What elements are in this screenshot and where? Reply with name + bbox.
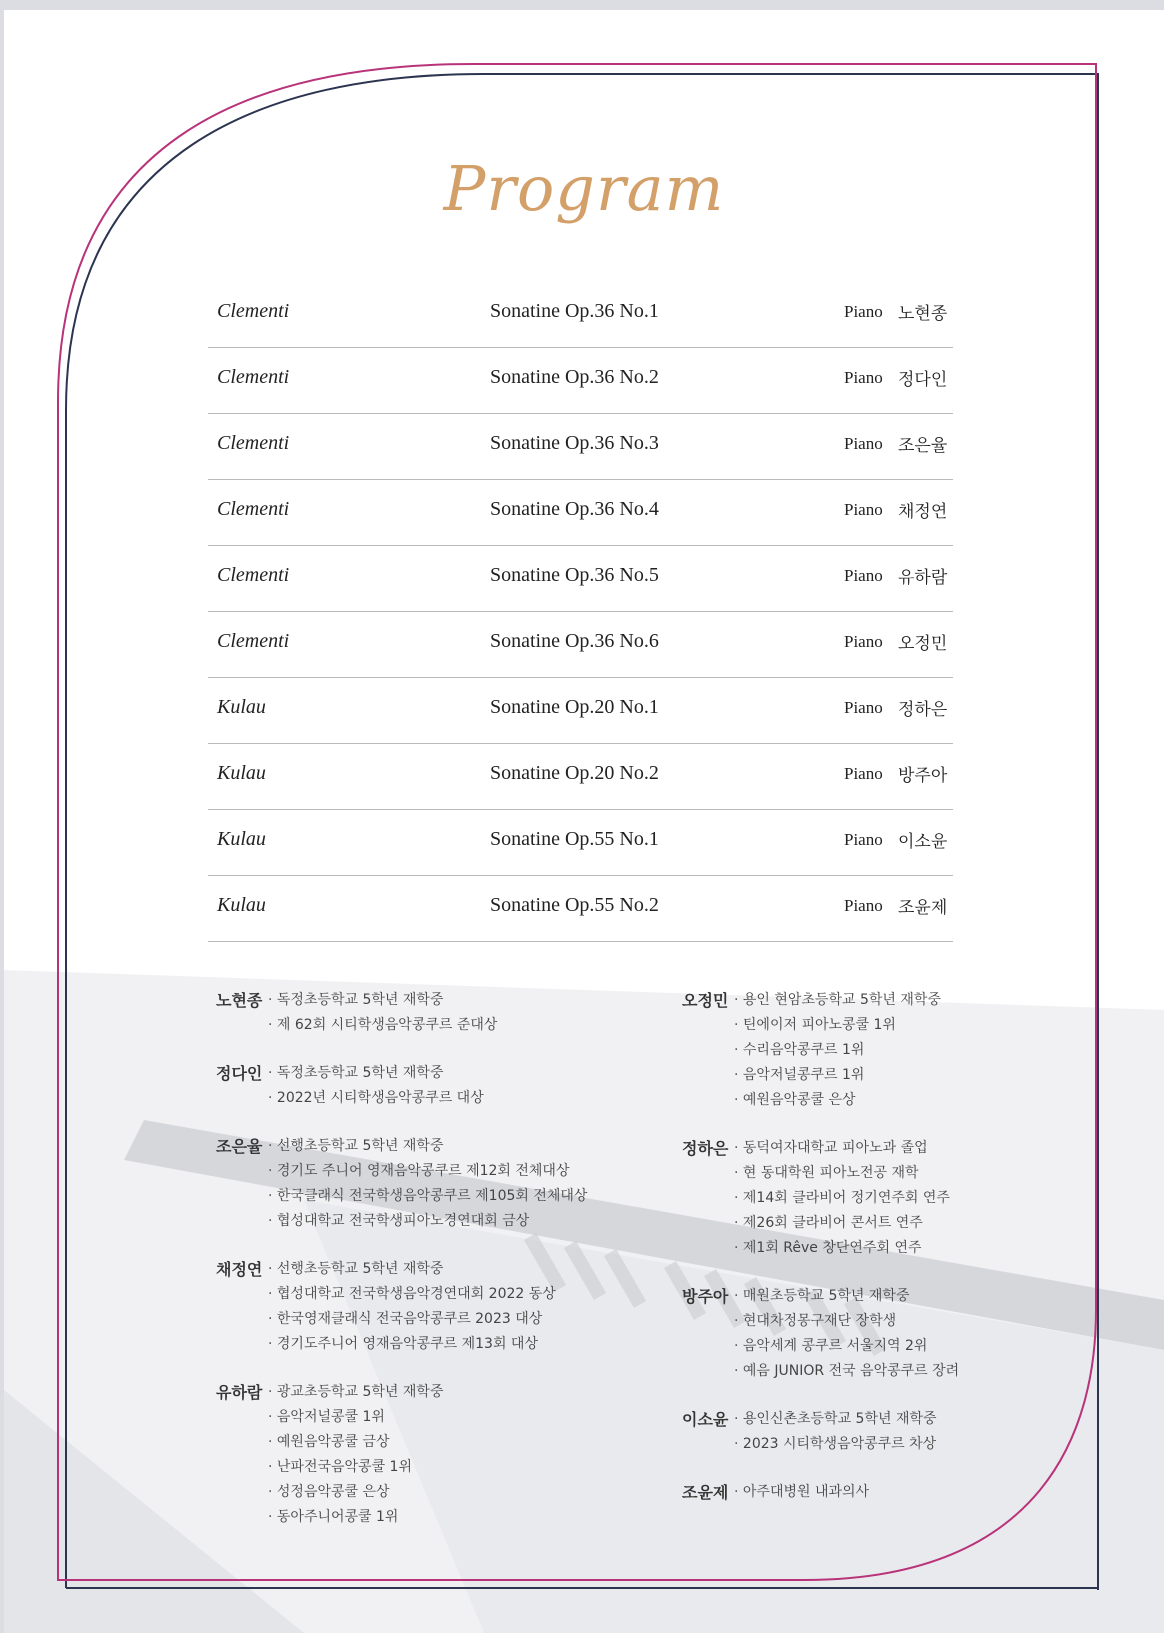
bio-item: · 협성대학교 전국학생음악경연대회 2022 동상 bbox=[268, 1282, 656, 1307]
bio-item: · 성정음악콩쿨 은상 bbox=[268, 1480, 656, 1505]
bio-items bbox=[268, 988, 656, 1038]
bio-column-right bbox=[682, 988, 1012, 1528]
program-instrument: Piano bbox=[844, 434, 883, 453]
program-instrument: Piano bbox=[844, 764, 883, 783]
program-composer: Kulau bbox=[217, 894, 266, 916]
program-instrument: Piano bbox=[844, 500, 883, 519]
program-piece: Sonatine Op.36 No.3 bbox=[490, 432, 659, 454]
program-piece: Sonatine Op.20 No.1 bbox=[490, 696, 659, 718]
program-composer: Clementi bbox=[217, 564, 290, 586]
program-composer: Clementi bbox=[217, 498, 290, 520]
bio-item: · 용인신촌초등학교 5학년 재학중 bbox=[734, 1407, 1012, 1432]
bio-item: · 광교초등학교 5학년 재학중 bbox=[268, 1380, 656, 1405]
bio-name: 조은율 bbox=[216, 1137, 263, 1156]
program-piece: Sonatine Op.55 No.2 bbox=[490, 894, 659, 916]
bio-items bbox=[268, 1134, 656, 1234]
program-piece: Sonatine Op.20 No.2 bbox=[490, 762, 659, 784]
bio-item: · 제26회 클라비어 콘서트 연주 bbox=[734, 1211, 1012, 1236]
bio-item: · 매원초등학교 5학년 재학중 bbox=[734, 1284, 1012, 1309]
program-composer: Clementi bbox=[217, 300, 290, 322]
bio-name: 방주아 bbox=[682, 1287, 729, 1306]
bio-items bbox=[734, 1284, 1012, 1384]
program-performer: 채정연 bbox=[898, 502, 948, 522]
program-performer: 방주아 bbox=[898, 766, 948, 786]
program-row bbox=[208, 414, 953, 480]
program-row bbox=[208, 282, 953, 348]
program-row bbox=[208, 348, 953, 414]
program-composer: Kulau bbox=[217, 696, 266, 718]
performer-bio bbox=[216, 1134, 656, 1234]
bio-item: · 동아주니어콩쿨 1위 bbox=[268, 1505, 656, 1530]
program-instrument: Piano bbox=[844, 830, 883, 849]
program-page bbox=[4, 10, 1164, 1633]
program-instrument: Piano bbox=[844, 698, 883, 717]
bio-items bbox=[268, 1061, 656, 1111]
program-piece: Sonatine Op.55 No.1 bbox=[490, 828, 659, 850]
performer-bio bbox=[216, 988, 656, 1038]
bio-name: 정다인 bbox=[216, 1064, 263, 1083]
program-row bbox=[208, 810, 953, 876]
bio-item: · 협성대학교 전국학생피아노경연대회 금상 bbox=[268, 1209, 656, 1234]
program-piece: Sonatine Op.36 No.2 bbox=[490, 366, 659, 388]
program-performer: 조윤제 bbox=[898, 898, 948, 918]
bio-name: 채정연 bbox=[216, 1260, 263, 1279]
bio-item: · 아주대병원 내과의사 bbox=[734, 1480, 1012, 1505]
program-row bbox=[208, 744, 953, 810]
program-performer: 오정민 bbox=[898, 634, 948, 654]
performer-bio bbox=[216, 1380, 656, 1530]
bio-items bbox=[268, 1257, 656, 1357]
program-performer: 조은율 bbox=[898, 436, 948, 456]
program-performer: 이소윤 bbox=[898, 832, 948, 852]
bio-item: · 경기도 주니어 영재음악콩쿠르 제12회 전체대상 bbox=[268, 1159, 656, 1184]
bio-name: 정하은 bbox=[682, 1139, 729, 1158]
bio-item: · 틴에이저 피아노콩쿨 1위 bbox=[734, 1013, 1012, 1038]
bio-item: · 선행초등학교 5학년 재학중 bbox=[268, 1134, 656, 1159]
bio-item: · 동덕여자대학교 피아노과 졸업 bbox=[734, 1136, 1012, 1161]
bio-items bbox=[734, 1480, 1012, 1505]
bio-item: · 예원음악콩쿨 금상 bbox=[268, 1430, 656, 1455]
program-instrument: Piano bbox=[844, 302, 883, 321]
bio-item: · 현대차정몽구재단 장학생 bbox=[734, 1309, 1012, 1334]
bio-item: · 2022년 시티학생음악콩쿠르 대상 bbox=[268, 1086, 656, 1111]
performer-bio bbox=[682, 1284, 1012, 1384]
program-composer: Clementi bbox=[217, 630, 290, 652]
program-list bbox=[208, 282, 953, 942]
program-composer: Kulau bbox=[217, 762, 266, 784]
bio-name: 노현종 bbox=[216, 991, 263, 1010]
program-performer: 정다인 bbox=[898, 370, 948, 390]
bio-item: · 음악세계 콩쿠르 서울지역 2위 bbox=[734, 1334, 1012, 1359]
program-performer: 유하람 bbox=[898, 568, 948, 588]
bio-item: · 현 동대학원 피아노전공 재학 bbox=[734, 1161, 1012, 1186]
bio-item: · 수리음악콩쿠르 1위 bbox=[734, 1038, 1012, 1063]
bio-item: · 독정초등학교 5학년 재학중 bbox=[268, 1061, 656, 1086]
bio-column-left bbox=[216, 988, 656, 1553]
performer-bio bbox=[216, 1061, 656, 1111]
program-row bbox=[208, 546, 953, 612]
bio-item: · 경기도주니어 영재음악콩쿠르 제13회 대상 bbox=[268, 1332, 656, 1357]
performer-bio bbox=[216, 1257, 656, 1357]
performer-bio bbox=[682, 1480, 1012, 1505]
program-performer: 노현종 bbox=[898, 304, 948, 324]
program-instrument: Piano bbox=[844, 632, 883, 651]
program-row bbox=[208, 876, 953, 942]
bio-item: · 음악저널콩쿠르 1위 bbox=[734, 1063, 1012, 1088]
program-piece: Sonatine Op.36 No.5 bbox=[490, 564, 659, 586]
bio-items bbox=[734, 988, 1012, 1113]
bio-item: · 2023 시티학생음악콩쿠르 차상 bbox=[734, 1432, 1012, 1457]
program-composer: Clementi bbox=[217, 432, 290, 454]
bio-name: 유하람 bbox=[216, 1383, 263, 1402]
program-piece: Sonatine Op.36 No.4 bbox=[490, 498, 659, 520]
bio-item: · 난파전국음악콩쿨 1위 bbox=[268, 1455, 656, 1480]
performer-bio bbox=[682, 1136, 1012, 1261]
performer-bio bbox=[682, 1407, 1012, 1457]
program-row bbox=[208, 612, 953, 678]
program-row bbox=[208, 480, 953, 546]
bio-name: 이소윤 bbox=[682, 1410, 729, 1429]
bio-items bbox=[734, 1407, 1012, 1457]
bio-item: · 음악저널콩쿨 1위 bbox=[268, 1405, 656, 1430]
program-instrument: Piano bbox=[844, 896, 883, 915]
bio-item: · 예음 JUNIOR 전국 음악콩쿠르 장려 bbox=[734, 1359, 1012, 1384]
bio-item: · 선행초등학교 5학년 재학중 bbox=[268, 1257, 656, 1282]
program-piece: Sonatine Op.36 No.1 bbox=[490, 300, 659, 322]
bio-items bbox=[268, 1380, 656, 1530]
bio-item: · 예원음악콩쿨 은상 bbox=[734, 1088, 1012, 1113]
program-composer: Kulau bbox=[217, 828, 266, 850]
program-composer: Clementi bbox=[217, 366, 290, 388]
bio-item: · 제14회 클라비어 정기연주회 연주 bbox=[734, 1186, 1012, 1211]
bio-item: · 한국클래식 전국학생음악콩쿠르 제105회 전체대상 bbox=[268, 1184, 656, 1209]
bio-item: · 한국영재클래식 전국음악콩쿠르 2023 대상 bbox=[268, 1307, 656, 1332]
program-title: Program bbox=[443, 152, 725, 225]
bio-item: · 독정초등학교 5학년 재학중 bbox=[268, 988, 656, 1013]
program-instrument: Piano bbox=[844, 566, 883, 585]
program-piece: Sonatine Op.36 No.6 bbox=[490, 630, 659, 652]
program-performer: 정하은 bbox=[898, 700, 948, 720]
performer-bio bbox=[682, 988, 1012, 1113]
program-instrument: Piano bbox=[844, 368, 883, 387]
program-row bbox=[208, 678, 953, 744]
bio-items bbox=[734, 1136, 1012, 1261]
bio-name: 조윤제 bbox=[682, 1483, 729, 1502]
bio-item: · 용인 현암초등학교 5학년 재학중 bbox=[734, 988, 1012, 1013]
bio-name: 오정민 bbox=[682, 991, 729, 1010]
bio-item: · 제 62회 시티학생음악콩쿠르 준대상 bbox=[268, 1013, 656, 1038]
bio-item: · 제1회 Rêve 창단연주회 연주 bbox=[734, 1236, 1012, 1261]
